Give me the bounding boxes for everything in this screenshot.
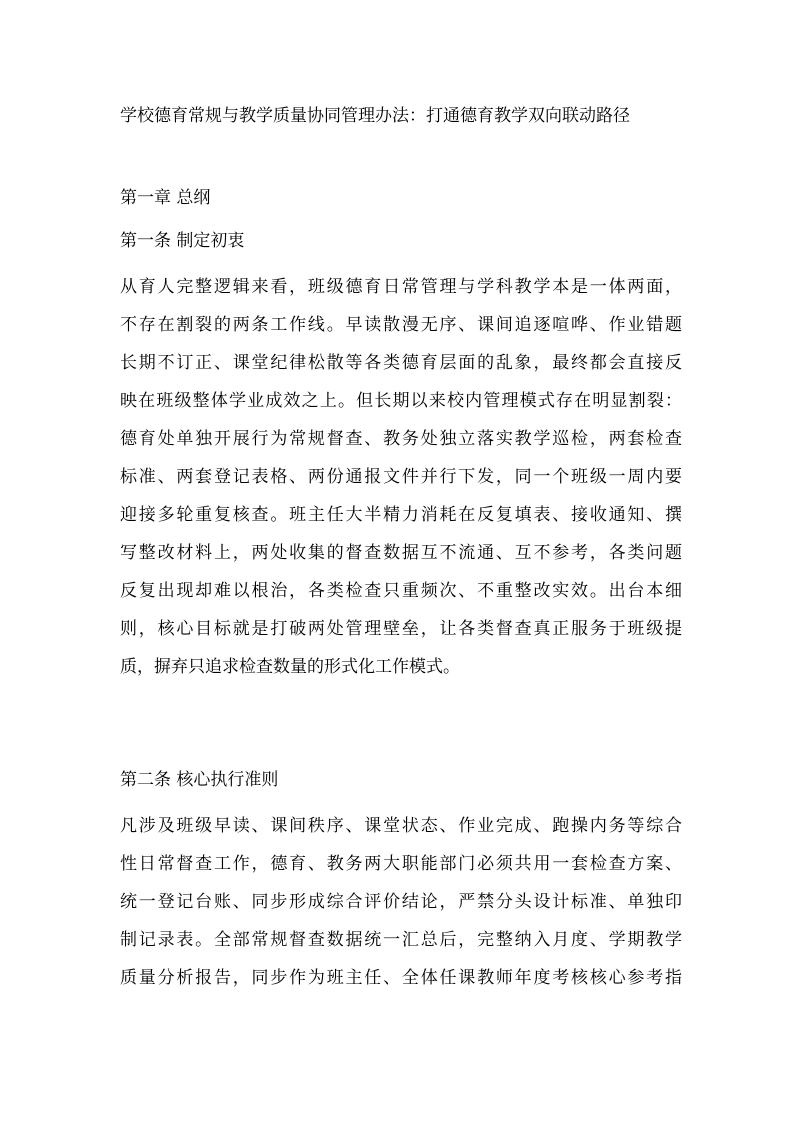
article-2-paragraph (120, 807, 682, 997)
paragraph-line: 反复出现却难以根治，各类检查只重频次、不重整改实效。出台本细 (120, 581, 682, 601)
paragraph-line: 从育人完整逻辑来看，班级德育日常管理与学科教学本是一体两面， (120, 277, 682, 297)
article-2-heading: 第二条 核心执行准则 (120, 770, 279, 790)
paragraph-line: 统一登记台账、同步形成综合评价结论，严禁分头设计标准、单独印 (120, 892, 682, 912)
paragraph-line: 德育处单独开展行为常规督查、教务处独立落实教学巡检，两套检查 (120, 429, 682, 449)
paragraph-line: 制记录表。全部常规督查数据统一汇总后，完整纳入月度、学期教学 (120, 930, 682, 950)
article-1-paragraph (120, 268, 682, 686)
paragraph-line: 凡涉及班级早读、课间秩序、课堂状态、作业完成、跑操内务等综合 (120, 816, 682, 836)
paragraph-line: 则，核心目标就是打破两处管理壁垒，让各类督查真正服务于班级提 (120, 619, 682, 639)
paragraph-line: 长期不订正、课堂纪律松散等各类德育层面的乱象，最终都会直接反 (120, 353, 682, 373)
paragraph-line: 写整改材料上，两处收集的督查数据互不流通、互不参考，各类问题 (120, 543, 682, 563)
paragraph-line: 性日常督查工作，德育、教务两大职能部门必须共用一套检查方案、 (120, 854, 682, 874)
article-1-heading: 第一条 制定初衷 (120, 231, 245, 251)
paragraph-line: 不存在割裂的两条工作线。早读散漫无序、课间追逐喧哗、作业错题 (120, 315, 682, 335)
paragraph-line: 质量分析报告，同步作为班主任、全体任课教师年度考核核心参考指 (120, 968, 682, 988)
paragraph-line: 质，摒弃只追求检查数量的形式化工作模式。 (120, 657, 460, 677)
document-title: 学校德育常规与教学质量协同管理办法：打通德育教学双向联动路径 (120, 106, 630, 126)
paragraph-line: 标准、两套登记表格、两份通报文件并行下发，同一个班级一周内要 (120, 467, 682, 487)
paragraph-line: 映在班级整体学业成效之上。但长期以来校内管理模式存在明显割裂： (120, 391, 682, 411)
paragraph-line: 迎接多轮重复核查。班主任大半精力消耗在反复填表、接收通知、撰 (120, 505, 682, 525)
chapter-heading: 第一章 总纲 (120, 188, 211, 208)
